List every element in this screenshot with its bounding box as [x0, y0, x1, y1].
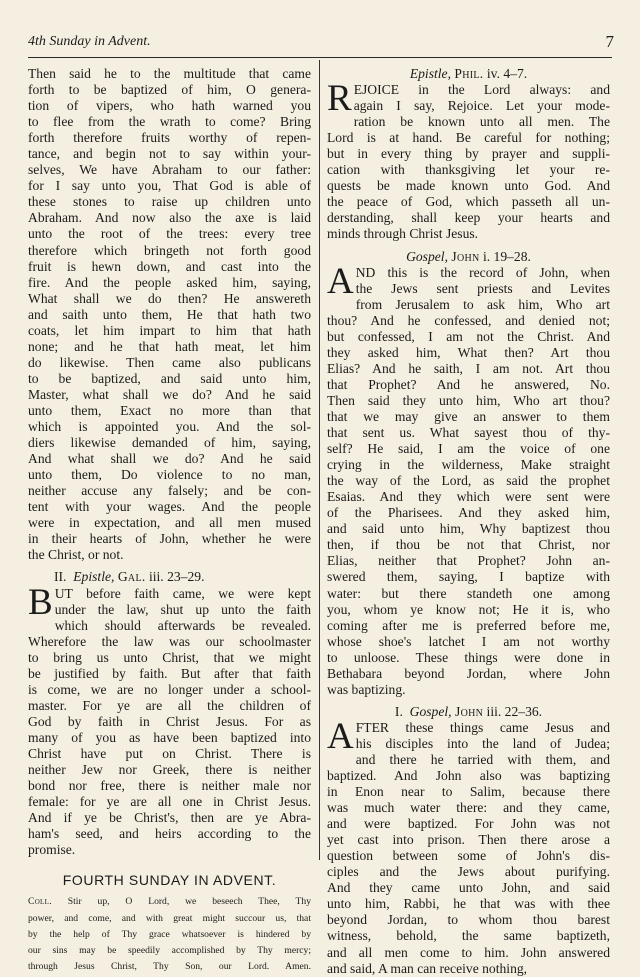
drop-cap: A: [327, 260, 354, 302]
text-line: that sent us. What sayest thou of thy-: [327, 425, 610, 441]
text-line: beyond Jordan, to whom thou barest: [327, 912, 610, 928]
gospel-continued-text: [28, 66, 311, 563]
collect-text: [28, 894, 311, 975]
epistle-heading: Epistle, Phil. iv. 4–7.: [409, 66, 528, 81]
text-line: the Christ, or not.: [28, 547, 124, 563]
text-line: Esaias. And they which were sent were: [327, 489, 610, 505]
text-line: master. For ye are all the children of: [28, 697, 311, 713]
line-text: before faith came, we were kept: [72, 585, 311, 601]
text-line: through Jesus Christ, Thy Son, our Lord. Amen.: [28, 961, 311, 973]
drop-cap: B: [28, 581, 53, 623]
text-line: therefore which bringeth not forth good: [28, 242, 311, 258]
text-line: none; and he that hath meat, let him: [28, 338, 311, 354]
text-line: and saith unto them, He that hath two: [28, 306, 311, 322]
text-line: And they came unto John, and said: [327, 880, 610, 896]
text-line: [28, 894, 311, 910]
line-text: in the Lord always: and: [399, 82, 610, 98]
text-line: and were baptized. For John was not: [327, 816, 610, 832]
right-column: [327, 66, 610, 977]
text-line: and all men come to him. John answered: [327, 944, 610, 960]
first-word-caps: FTER: [355, 719, 389, 735]
text-line: to unloose. These things were done in: [327, 649, 610, 665]
text-line: crying in the wilderness, Make straight: [327, 457, 610, 473]
collect-label: Coll.: [28, 896, 52, 908]
header-rule: [28, 57, 612, 58]
text-line: were in expectation, and all men mused: [28, 515, 311, 531]
text-line: self? He said, I am the voice of one: [327, 441, 610, 457]
text-line: diers likewise demanded of him, saying,: [28, 435, 311, 451]
text-line: Elias, neither that Prophet? John an-: [327, 553, 610, 569]
epistle-text: [327, 78, 610, 242]
text-line: bond nor free, there is neither male nor: [28, 778, 311, 794]
text-line: to bring us unto Christ, that we might: [28, 649, 311, 665]
text-line: whose shoe's latchet I am not worthy: [327, 633, 610, 649]
text-line: quests be made known unto God. And: [327, 178, 610, 194]
text-line: which is appointed you. And the sol-: [28, 419, 311, 435]
first-word-caps: EJOICE: [353, 82, 399, 98]
text-line: What shall we do then? He answereth: [28, 290, 311, 306]
text-line: water: but there standeth one among: [327, 585, 610, 601]
text-line: tance, and begin not to say within your-: [28, 146, 311, 162]
text-line: they asked him, What then? Art thou: [327, 344, 610, 360]
text-line: then, if thou be not that Christ, nor: [327, 537, 610, 553]
text-line: baptized. And John also was baptizing: [327, 768, 610, 784]
text-line: under the law, shut up unto the faith: [54, 601, 311, 617]
text-line: for I say unto you, That God is able of: [28, 178, 311, 194]
text-line: neither accuse any falsely; and be con-: [28, 483, 311, 499]
text-line: tent with your wages. And the people: [28, 499, 311, 515]
text-line: our sins may be speedily accomplished by Thy mercy;: [28, 944, 311, 956]
text-line: fire. And the people asked him, saying,: [28, 274, 311, 290]
text-line: Lord is at hand. Be careful for nothing;: [327, 130, 610, 146]
text-line: in their hearts of John, whether he were: [28, 531, 311, 547]
text-line: [327, 720, 610, 736]
text-line: Wherefore the law was our schoolmaster: [28, 633, 311, 649]
text-line: unto them, Do violence to no man,: [28, 467, 311, 483]
line-text: this is the record of John, when: [375, 264, 610, 280]
text-line: question between some of John's dis-: [327, 848, 610, 864]
line-text: these things came Jesus and: [388, 719, 610, 735]
text-line: tion of vipers, who hath warned you: [28, 98, 311, 114]
text-line: swered them, saying, I baptize with: [327, 569, 610, 585]
text-line: many of you as have been baptized into: [28, 729, 311, 745]
text-line: derstanding, shall keep your hearts and: [327, 210, 610, 226]
text-line: the way of the Lord, as said the prophet: [327, 473, 610, 489]
text-line: witness, behold, the same baptizeth,: [327, 928, 610, 944]
text-line: and there he tarried with them, and: [355, 751, 610, 767]
drop-cap: A: [327, 715, 354, 757]
running-header: [28, 34, 614, 56]
line-text: Stir up, O Lord, we beseech Thee, Thy: [51, 896, 311, 908]
text-line: of the Pharisees. And they asked him,: [327, 505, 610, 521]
text-line: coats, let him impart to him that hath: [28, 322, 311, 338]
text-line: Elias? And he saith, I am not. Art thou: [327, 360, 610, 376]
gospel-heading: Gospel, John i. 19–28.: [406, 248, 531, 264]
text-line: Master, what shall we do? And he said: [28, 386, 311, 402]
text-line: Then said they unto him, Who art thou?: [327, 392, 610, 408]
text-line: unto the root of the trees: every tree: [28, 226, 311, 242]
text-line: cation with thanksgiving let your re-: [327, 162, 610, 178]
text-line: promise.: [28, 842, 76, 858]
text-line: unto him, Rabbi, he that was with thee: [327, 896, 610, 912]
running-title: 4th Sunday in Advent.: [28, 34, 151, 49]
text-line: ham's seed, and heirs according to the: [28, 826, 311, 842]
text-line: yet cast into prison. Then there arose a: [327, 832, 610, 848]
text-line: to be baptized, and said unto him,: [28, 370, 311, 386]
feast-title: FOURTH SUNDAY IN ADVENT.: [62, 872, 277, 889]
text-line: do likewise. Then came also publicans: [28, 354, 311, 370]
text-line: minds through Christ Jesus.: [327, 226, 479, 242]
text-line: neither Jew nor Greek, there is neither: [28, 762, 311, 778]
text-line: ration be known unto all men. The: [353, 114, 610, 130]
text-line: fruit is hewn down, and cast into the: [28, 258, 311, 274]
page-number: 7: [605, 32, 614, 51]
text-line: And if ye be Christ's, then are ye Abra-: [28, 810, 311, 826]
text-line: is come, we are no longer under a school-: [28, 681, 311, 697]
text-line: Christ have put on Christ. There is: [28, 745, 311, 761]
text-line: and said, A man can receive nothing,: [327, 960, 528, 976]
text-line: forth therefore fruits worthy of repen-: [28, 130, 311, 146]
gospel-text: [327, 260, 610, 698]
text-line: forth to be baptized of him, O genera-: [28, 82, 311, 98]
text-line: but confessed, I am not the Christ. And: [327, 328, 610, 344]
text-line: but in every thing by prayer and suppli-: [327, 146, 610, 162]
text-line: again I say, Rejoice. Let your mode-: [353, 98, 610, 114]
text-line: and said unto him, Why baptizest thou: [327, 521, 610, 537]
text-line: which should afterwards be revealed.: [54, 617, 311, 633]
text-line: that we may give an answer to them: [327, 408, 610, 424]
text-line: thou? And he confessed, and denied not;: [327, 312, 610, 328]
text-line: Abraham. And now also the axe is laid: [28, 210, 311, 226]
text-line: ciples and the Jews about purifying.: [327, 864, 610, 880]
text-line: selves, We have Abraham to our father:: [28, 162, 311, 178]
text-line: to flee from the wrath to come? Bring: [28, 114, 311, 130]
text-line: [28, 586, 311, 602]
text-line: [327, 82, 610, 98]
drop-cap: R: [327, 78, 352, 120]
text-line: the peace of God, which passeth all un-: [327, 194, 610, 210]
text-line: his disciples into the land of Judea;: [355, 735, 610, 751]
gospel-i-heading: I. Gospel, John iii. 22–36.: [394, 703, 543, 719]
text-line: that Prophet? And he answered, No.: [327, 376, 610, 392]
epistle-ii-text: [28, 581, 311, 859]
text-line: Bethabara beyond Jordan, where John: [327, 665, 610, 681]
first-word-caps: ND: [355, 264, 376, 280]
text-line: by the help of Thy grace whatsoever is hindered by: [28, 928, 311, 940]
text-line: God by faith in Christ Jesus. For as: [28, 713, 311, 729]
left-column: [28, 66, 311, 975]
text-line: be justified by faith. But after that faith: [28, 665, 311, 681]
text-line: these stones to raise up children unto: [28, 194, 311, 210]
first-word-caps: UT: [54, 585, 73, 601]
text-line: was baptizing.: [327, 681, 406, 697]
text-line: you, whom ye know not; He it is, who: [327, 601, 610, 617]
text-line: female: for ye are all one in Christ Jesus.: [28, 794, 311, 810]
text-line: [327, 265, 610, 281]
text-line: And what shall we do? And he said: [28, 451, 311, 467]
text-line: the Jews sent priests and Levites: [355, 280, 610, 296]
epistle-ii-heading: II. Epistle, Gal. iii. 23–29.: [54, 569, 205, 585]
text-line: unto them, Exact no more than that: [28, 402, 311, 418]
text-line: Then said he to the multitude that came: [28, 66, 311, 81]
text-line: power, and come, and with great might succour us, that: [28, 912, 311, 924]
text-line: in Enon near to Salim, because there: [327, 784, 610, 800]
text-line: was much water there: and they came,: [327, 800, 610, 816]
gospel-i-text: [327, 715, 610, 977]
column-divider: [319, 60, 320, 860]
text-line: coming after me is preferred before me,: [327, 617, 610, 633]
text-line: from Jerusalem to ask him, Who art: [355, 296, 610, 312]
